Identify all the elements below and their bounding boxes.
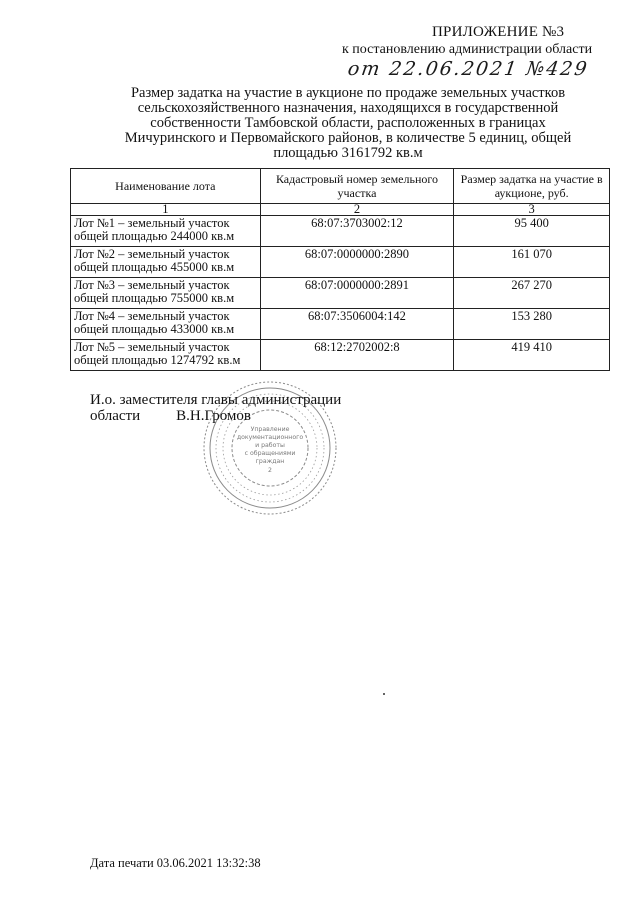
lot-name-line: Лот №3 – земельный участок <box>74 278 230 292</box>
stamp-number: 2 <box>268 467 272 474</box>
stamp-text: с обращениями <box>244 450 296 457</box>
lot-name-line: Лот №4 – земельный участок <box>74 309 230 323</box>
signatory-position-cont: области <box>90 408 141 424</box>
stamp-text: Управление <box>250 426 290 433</box>
title-line: сельскохозяйственного назначения, находящихся в государственной <box>137 100 559 116</box>
cadastral-number: 68:07:0000000:2890 <box>260 247 454 278</box>
stray-dot <box>383 693 385 695</box>
table-header-row <box>71 169 610 204</box>
header-deposit-amount: Размер задатка на участие в аукционе, руб. <box>454 169 610 204</box>
column-number: 1 <box>71 204 261 216</box>
stamp-text: и работы <box>255 442 285 449</box>
lot-name <box>71 216 261 247</box>
column-numbers-row <box>71 204 610 216</box>
lots-table <box>70 168 610 371</box>
lot-name <box>71 340 261 371</box>
column-number: 3 <box>454 204 610 216</box>
stamp-text: граждан <box>255 458 285 465</box>
deposit-amount: 419 410 <box>454 340 610 371</box>
deposit-amount: 267 270 <box>454 278 610 309</box>
signatory-line <box>90 408 341 424</box>
document-title <box>96 86 600 161</box>
cadastral-number: 68:12:2702002:8 <box>260 340 454 371</box>
lot-name <box>71 309 261 340</box>
signatory-name: В.Н.Громов <box>176 408 252 424</box>
title-line: площадью 3161792 кв.м <box>273 145 423 161</box>
title-line: Размер задатка на участие в аукционе по продаже земельных участков <box>130 85 566 101</box>
cadastral-number: 68:07:0000000:2891 <box>260 278 454 309</box>
column-number: 2 <box>260 204 454 216</box>
lot-name-line: общей площадью 1274792 кв.м <box>74 353 241 367</box>
lot-name-line: Лот №2 – земельный участок <box>74 247 230 261</box>
lot-name-line: общей площадью 455000 кв.м <box>74 260 235 274</box>
lot-name-line: Лот №1 – земельный участок <box>74 216 230 230</box>
lot-name-line: общей площадью 755000 кв.м <box>74 291 235 305</box>
cadastral-number: 68:07:3703002:12 <box>260 216 454 247</box>
lot-name <box>71 278 261 309</box>
lot-name <box>71 247 261 278</box>
lot-name-line: Лот №5 – земельный участок <box>74 340 230 354</box>
deposit-amount: 161 070 <box>454 247 610 278</box>
cadastral-number: 68:07:3506004:142 <box>260 309 454 340</box>
table-row <box>71 340 610 371</box>
lot-name-line: общей площадью 433000 кв.м <box>74 322 235 336</box>
table-row <box>71 216 610 247</box>
deposit-amount: 153 280 <box>454 309 610 340</box>
handwritten-date-number: от 22.06.2021 №429 <box>346 58 591 80</box>
stamp-text: документационного <box>236 434 304 441</box>
table-row <box>71 278 610 309</box>
title-line: собственности Тамбовской области, расположенных в границах <box>150 115 546 131</box>
signatory-position: И.о. заместителя главы администрации <box>90 392 342 408</box>
print-date: Дата печати 03.06.2021 13:32:38 <box>90 856 261 870</box>
signature-block <box>90 392 341 424</box>
table-row <box>71 309 610 340</box>
annex-reference: к постановлению администрации области <box>342 42 593 57</box>
header-lot-name: Наименование лота <box>71 169 261 204</box>
title-line: Мичуринского и Первомайского районов, в количестве 5 единиц, общей <box>124 130 572 146</box>
deposit-amount: 95 400 <box>454 216 610 247</box>
table-row <box>71 247 610 278</box>
header-cadastral-number: Кадастровый номер земельного участка <box>260 169 454 204</box>
lot-name-line: общей площадью 244000 кв.м <box>74 229 235 243</box>
annex-title: ПРИЛОЖЕНИЕ №3 <box>432 24 565 40</box>
